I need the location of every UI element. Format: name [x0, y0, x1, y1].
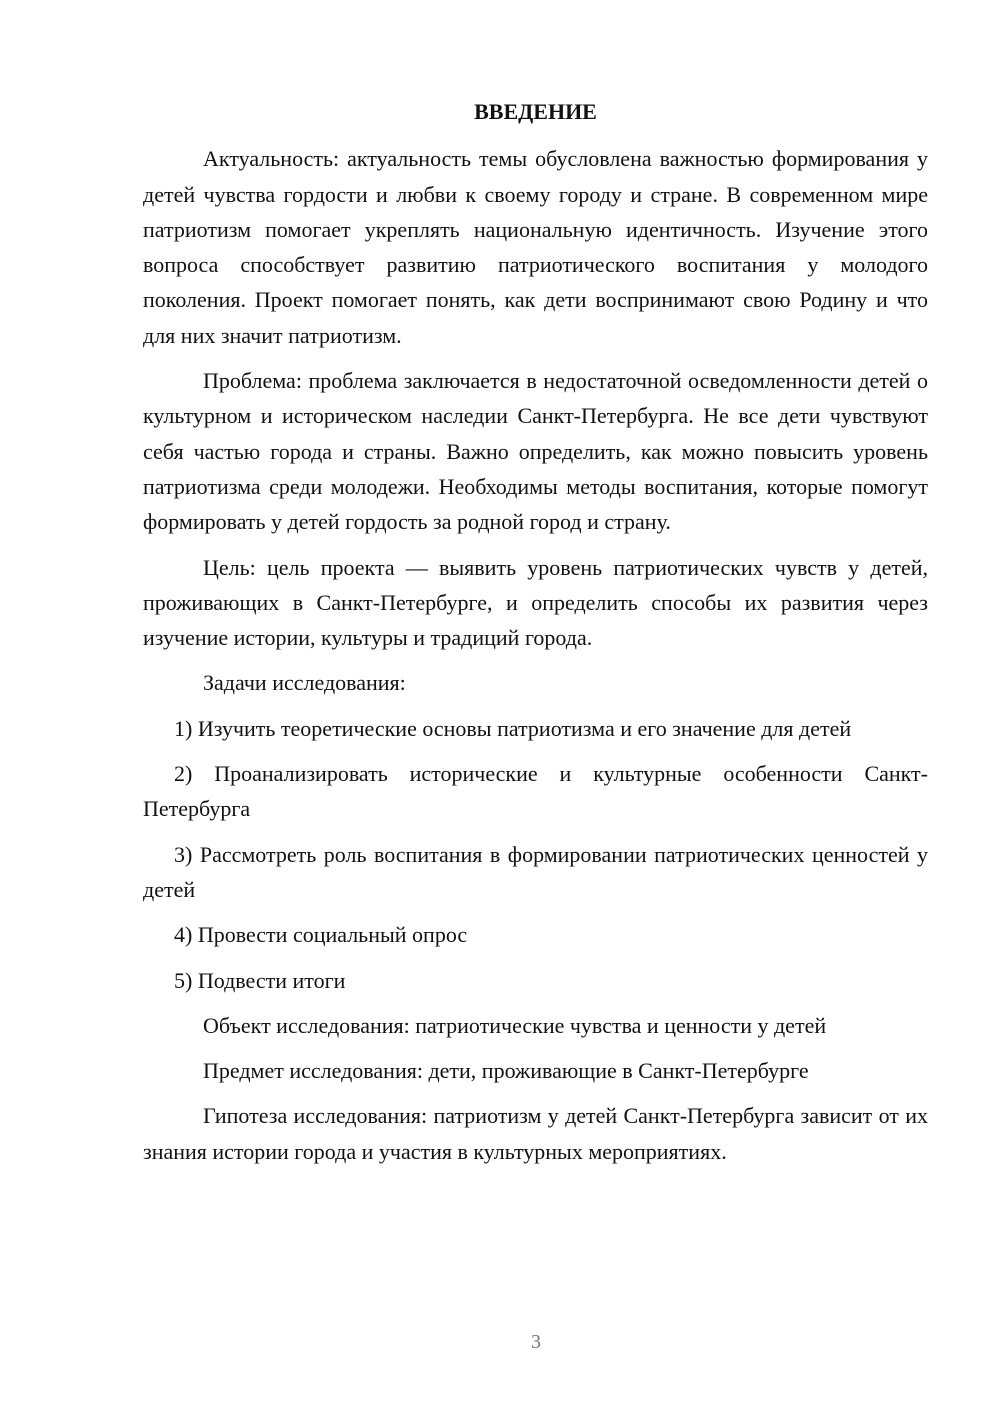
tasks-heading: Задачи исследования: [203, 670, 406, 696]
task-item-3: 3) Рассмотреть роль воспитания в формировании патриотических ценностей у детей [143, 841, 928, 902]
task-item-2: 2) Проанализировать исторические и культурные особенности Санкт-Петербурга [143, 761, 928, 822]
research-subject: Предмет исследования: дети, проживающие в Санкт-Петербурге [203, 1058, 809, 1084]
paragraph-problem: Проблема: проблема заключается в недостаточной осведомленности детей о культурном и историческом наследии Санкт-Петербурга. Не все дети чувствуют себя частью города и страны. Важно определить, как можно повысить уровень патриотизма среди молодежи. Необходимы методы воспитания, которые помогут формировать у детей гордость за родной город и страну. [143, 368, 928, 535]
task-item-4: 4) Провести социальный опрос [174, 922, 468, 948]
paragraph-relevance: Актуальность: актуальность темы обусловлена важностью формирования у детей чувства гордости и любви к своему городу и стране. В современном мире патриотизм помогает укреплять национальную идентичность. Изучение этого вопроса способствует развитию патриотического воспитания у молодого поколения. Проект помогает понять, как дети воспринимают свою Родину и что для них значит патриотизм. [143, 146, 928, 348]
document-page [143, 94, 928, 1179]
task-item-5: 5) Подвести итоги [174, 967, 346, 993]
paragraph-goal: Цель: цель проекта — выявить уровень патриотических чувств у детей, проживающих в Санкт-Петербурге, и определить способы их развития через изучение истории, культуры и традиций города. [143, 554, 928, 651]
research-object: Объект исследования: патриотические чувства и ценности у детей [203, 1012, 827, 1038]
task-item-1: 1) Изучить теоретические основы патриотизма и его значение для детей [174, 715, 852, 741]
page-number: 3 [531, 1331, 541, 1353]
research-hypothesis: Гипотеза исследования: патриотизм у детей Санкт-Петербурга зависит от их знания истории города и участия в культурных мероприятиях. [143, 1103, 928, 1164]
section-heading: ВВЕДЕНИЕ [474, 99, 597, 124]
